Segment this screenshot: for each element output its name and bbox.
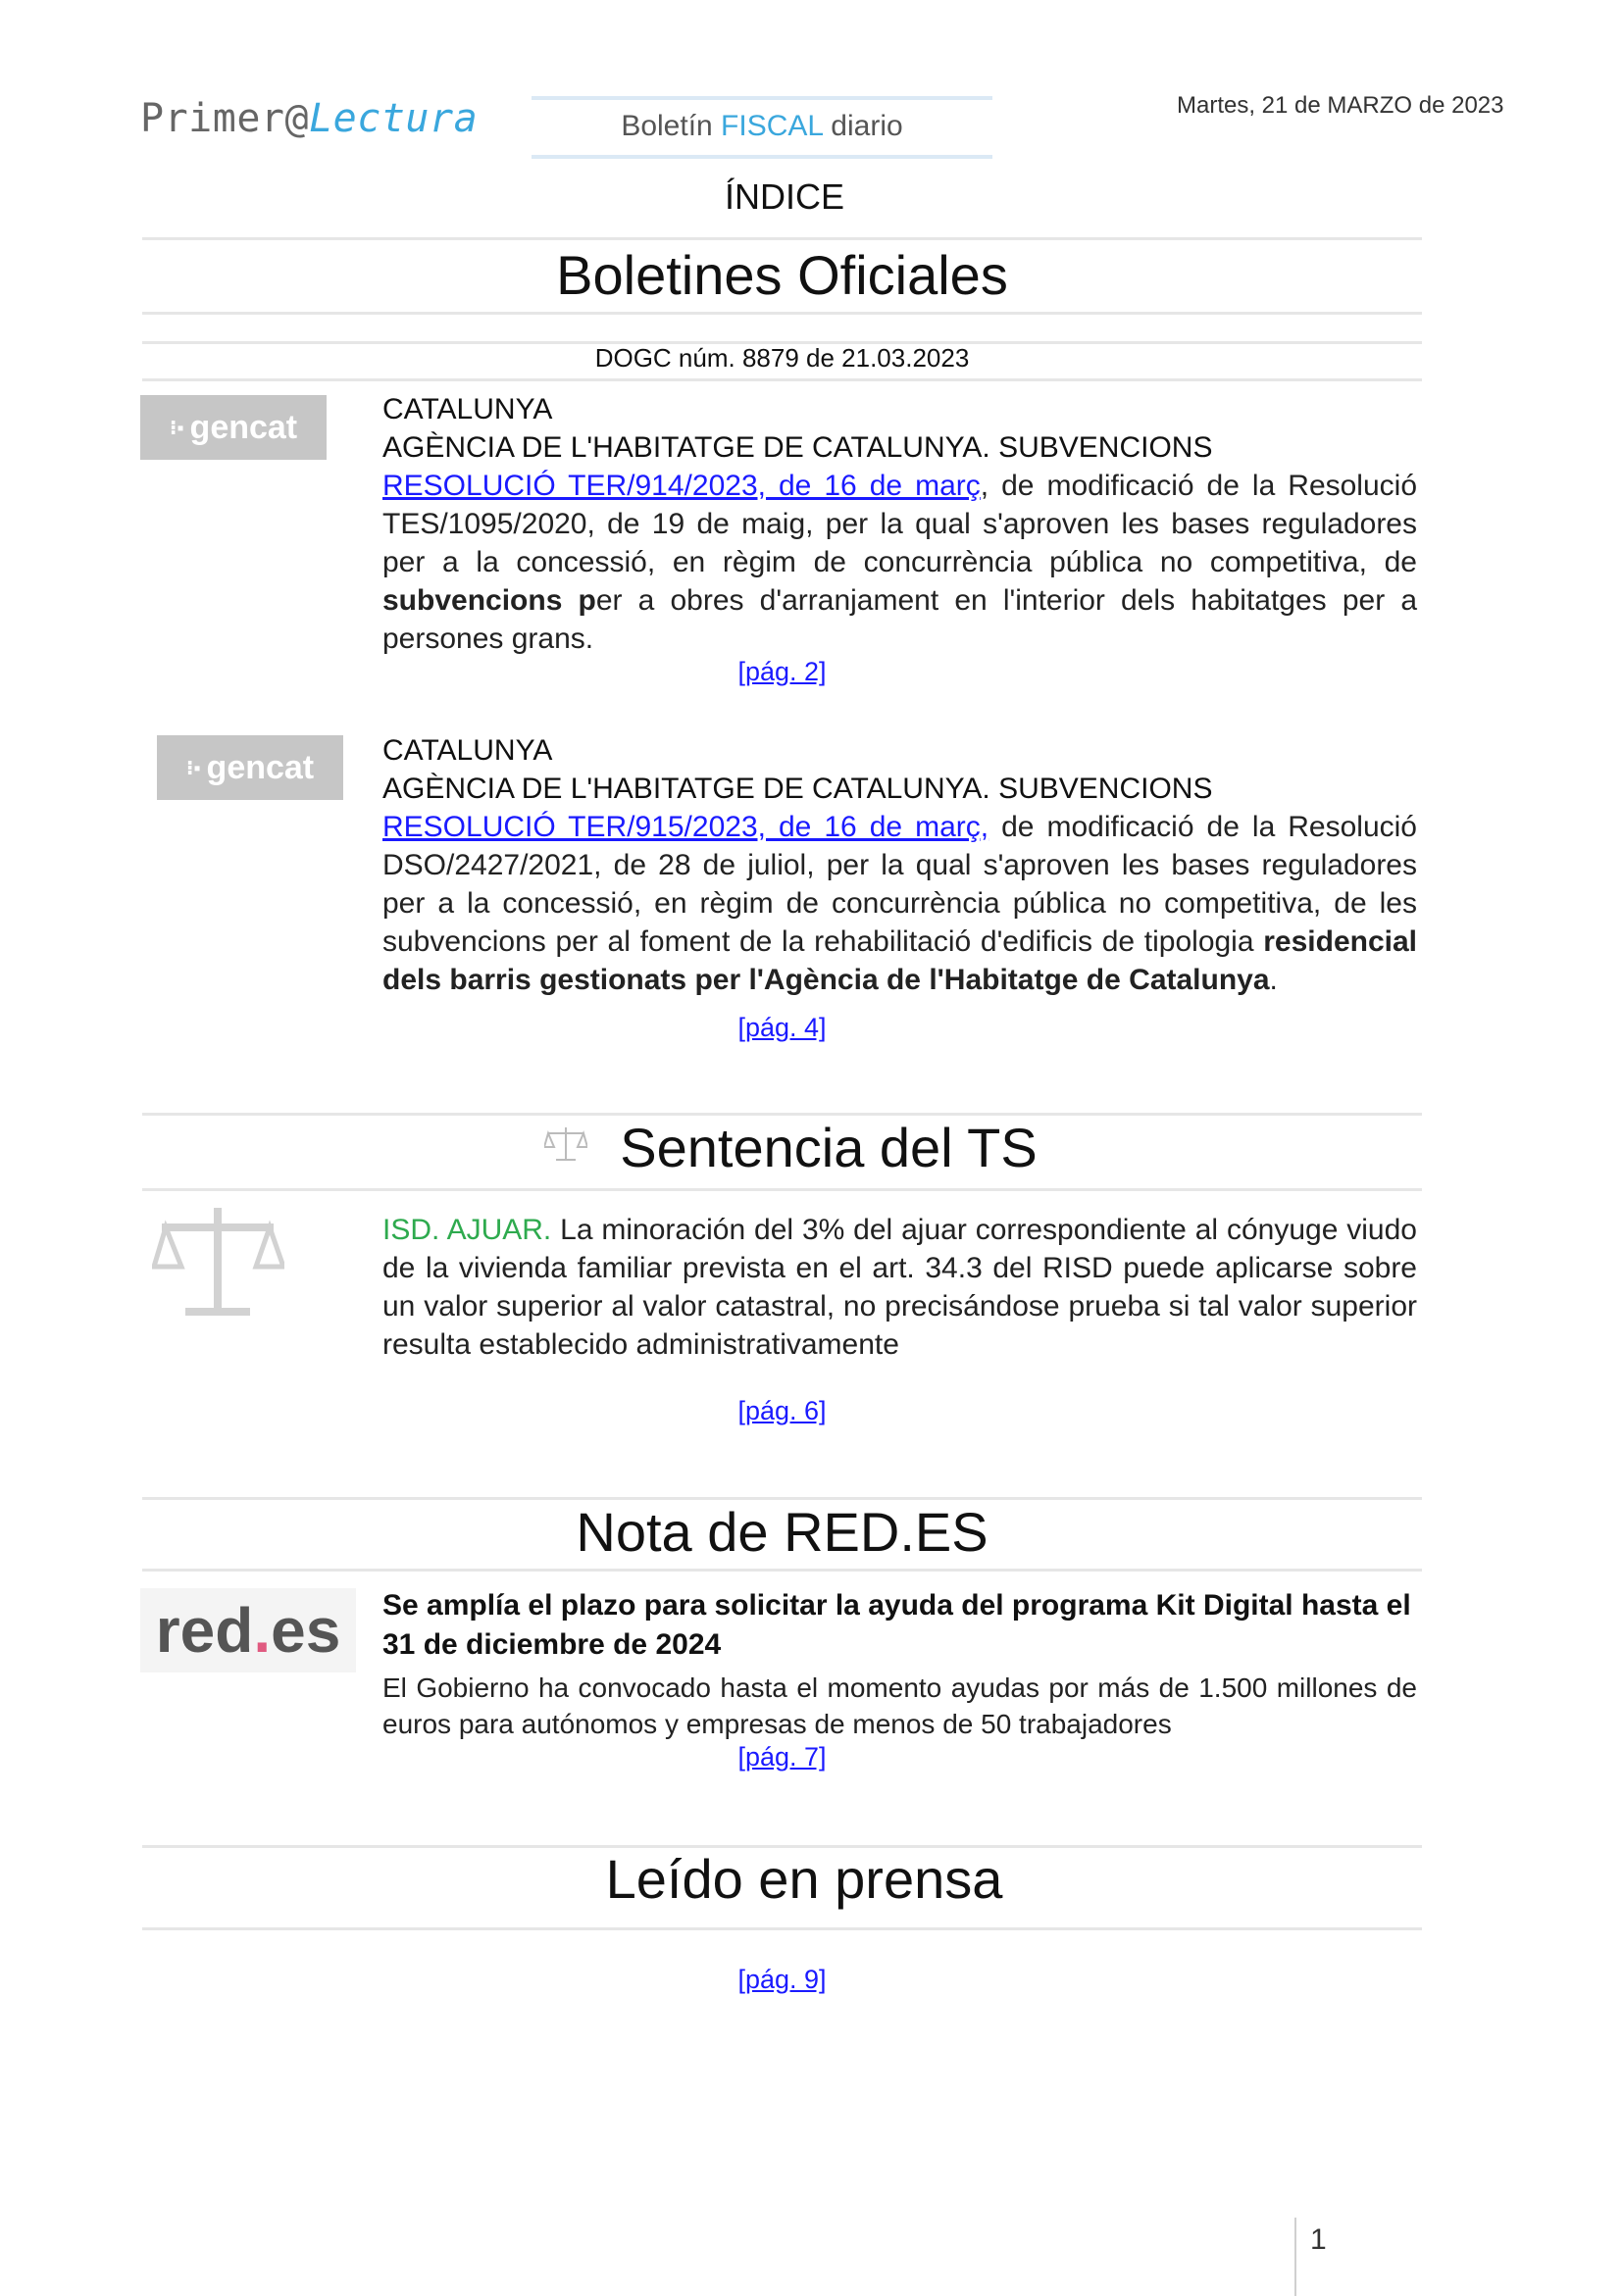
brand-part2: Lectura bbox=[309, 96, 479, 141]
entry-body: RESOLUCIÓ TER/915/2023, de 16 de març, de modificació de la Resolució DSO/2427/2021, de 28 de juliol, per la qual s'aproven les bases reguladores per a la concessió, en règim de concurrència pública no competitiva, de les subvencions per al foment de la rehabilitació d'edificis de tipologia residencial dels barris gestionats per l'Agència de l'Habitatge de Catalunya. bbox=[382, 811, 1417, 996]
entry-agency: AGÈNCIA DE L'HABITATGE DE CATALUNYA. SUBVENCIONS bbox=[382, 431, 1213, 464]
entry-body: RESOLUCIÓ TER/914/2023, de 16 de març, de modificació de la Resolució TES/1095/2020, de 19 de maig, per la qual s'aproven les bases reguladores per a la concessió, en règim de concurrència pública no competitiva, de subvencions per a obres d'arranjament en l'interior dels habitatges per a persones grans. bbox=[382, 470, 1418, 655]
scales-icon bbox=[152, 1204, 284, 1322]
section-title-boletines: Boletines Oficiales bbox=[556, 244, 1008, 306]
gencat-logo: ⁝▪ gencat bbox=[157, 735, 343, 800]
entry-region: CATALUNYA bbox=[382, 393, 553, 425]
divider bbox=[142, 237, 1422, 240]
isd-tag: ISD. AJUAR. bbox=[382, 1214, 552, 1246]
resolution-link[interactable]: RESOLUCIÓ TER/915/2023, de 16 de març, bbox=[382, 811, 989, 843]
entry-region: CATALUNYA bbox=[382, 734, 553, 767]
redes-text: El Gobierno ha convocado hasta el momento ayudas por más de 1.500 millones de euros para autónomos y empresas de menos de 50 trabajadores bbox=[382, 1672, 1417, 1739]
page-link[interactable]: [pág. 6] bbox=[737, 1396, 827, 1425]
page-link[interactable]: [pág. 4] bbox=[737, 1013, 827, 1042]
section-title-sentencia: Sentencia del TS bbox=[620, 1117, 1038, 1178]
page-link[interactable]: [pág. 2] bbox=[737, 657, 827, 686]
issue-date: Martes, 21 de MARZO de 2023 bbox=[1177, 92, 1504, 119]
entry-sentencia: ISD. AJUAR. La minoración del 3% del ajuar correspondiente al cónyuge viudo de la vivienda familiar prevista en el art. 34.3 del RISD puede aplicarse sobre un valor superior al valor catastral, no precisándose prueba si tal valor superior resulta establecido administrativamente bbox=[382, 1214, 1417, 1361]
page-ref bbox=[0, 1742, 1564, 1772]
redes-logo: red . es bbox=[140, 1588, 356, 1672]
dogc-subhead: DOGC núm. 8879 de 21.03.2023 bbox=[594, 343, 970, 373]
page-ref bbox=[0, 657, 1564, 687]
divider bbox=[142, 1927, 1422, 1930]
page-link[interactable]: [pág. 9] bbox=[737, 1965, 827, 1994]
entry-dogc-1 bbox=[382, 390, 1417, 658]
page-ref bbox=[0, 1396, 1564, 1426]
index-title: ÍNDICE bbox=[724, 176, 844, 217]
gencat-dots-icon: ⁝▪ bbox=[169, 417, 184, 439]
redes-headline: Se amplía el plazo para solicitar la ayuda del programa Kit Digital hasta el 31 de diciembre de 2024 bbox=[382, 1589, 1411, 1661]
page-number-divider bbox=[1294, 2218, 1296, 2296]
bulletin-title: Boletín FISCAL diario bbox=[621, 110, 903, 142]
page-number: 1 bbox=[1310, 2223, 1327, 2256]
divider bbox=[142, 312, 1422, 315]
divider bbox=[142, 1569, 1422, 1572]
gencat-dots-icon: ⁝▪ bbox=[185, 757, 201, 779]
page-link[interactable]: [pág. 7] bbox=[737, 1742, 827, 1772]
page-ref bbox=[0, 1965, 1564, 1995]
divider bbox=[142, 378, 1422, 381]
bulletin-title-box bbox=[532, 96, 992, 159]
brand-logo bbox=[140, 96, 478, 141]
entry-dogc-2 bbox=[382, 731, 1417, 999]
entry-agency: AGÈNCIA DE L'HABITATGE DE CATALUNYA. SUBVENCIONS bbox=[382, 773, 1213, 805]
section-title-prensa: Leído en prensa bbox=[605, 1848, 1003, 1910]
resolution-link[interactable]: RESOLUCIÓ TER/914/2023, de 16 de març bbox=[382, 470, 981, 502]
page-ref bbox=[0, 1013, 1564, 1043]
gencat-logo: ⁝▪ gencat bbox=[140, 395, 327, 460]
divider bbox=[142, 1188, 1422, 1191]
section-title-redes: Nota de RED.ES bbox=[576, 1501, 988, 1563]
brand-part1: Primer@ bbox=[140, 96, 310, 141]
